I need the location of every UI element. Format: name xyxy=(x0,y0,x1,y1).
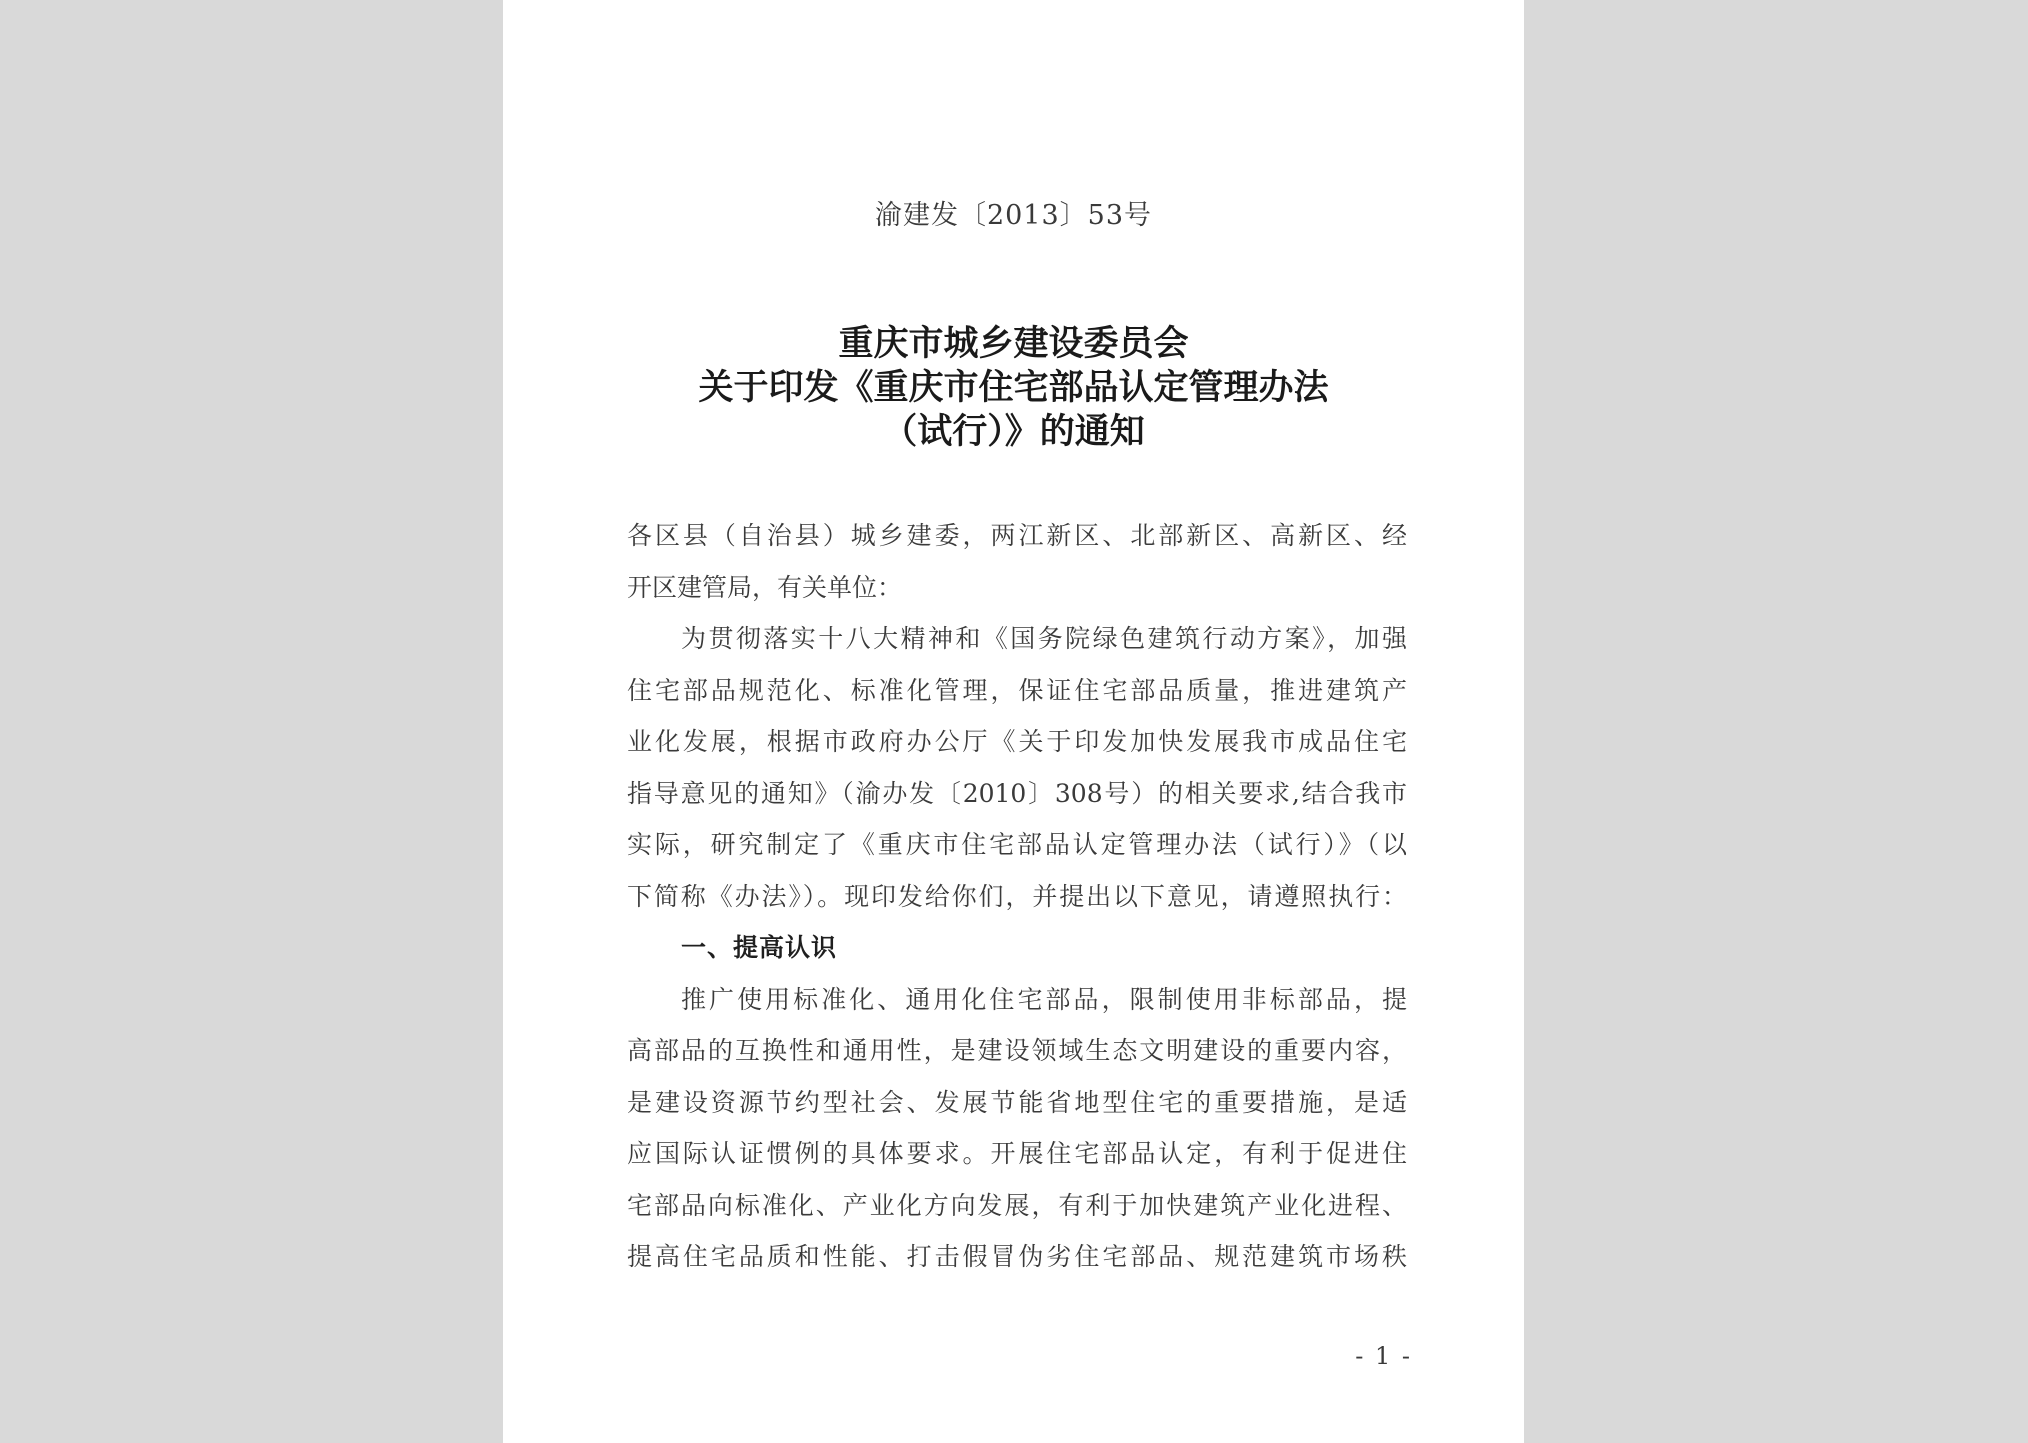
body-line: 宅部品向标准化、产业化方向发展，有利于加快建筑产业化进程、 xyxy=(627,1190,1407,1220)
section-heading: 一、提高认识 xyxy=(681,933,838,962)
title-line: （试行）》的通知 xyxy=(882,412,1145,452)
body-line-recipients-end: 开区建管局，有关单位： xyxy=(627,572,903,602)
document-body xyxy=(627,515,1407,1288)
body-line: 推广使用标准化、通用化住宅部品，限制使用非标部品，提 xyxy=(681,984,1407,1014)
body-line: 是建设资源节约型社会、发展节能省地型住宅的重要措施，是适 xyxy=(627,1087,1407,1117)
body-line: 业化发展，根据市政府办公厅《关于印发加快发展我市成品住宅 xyxy=(627,727,1407,756)
body-line: 下简称《办法》）。现印发给你们，并提出以下意见，请遵照执行： xyxy=(627,881,1407,911)
title-line: 关于印发《重庆市住宅部品认定管理办法 xyxy=(698,368,1329,408)
body-line: 实际，研究制定了《重庆市住宅部品认定管理办法（试行）》（以 xyxy=(627,830,1407,859)
body-line: 为贯彻落实十八大精神和《国务院绿色建筑行动方案》，加强 xyxy=(681,624,1407,653)
document-number: 渝建发〔2013〕53号 xyxy=(874,200,1153,231)
document-page xyxy=(503,0,1524,1443)
body-line: 应国际认证惯例的具体要求。开展住宅部品认定，有利于促进住 xyxy=(627,1139,1407,1168)
title-line: 重庆市城乡建设委员会 xyxy=(838,324,1189,364)
body-line: 指导意见的通知》（渝办发〔2010〕308号）的相关要求,结合我市 xyxy=(627,778,1407,808)
body-line: 提高住宅品质和性能、打击假冒伪劣住宅部品、规范建筑市场秩 xyxy=(627,1242,1407,1271)
page-number: - 1 - xyxy=(1355,1342,1412,1370)
document-title xyxy=(503,322,1524,454)
body-line: 高部品的互换性和通用性，是建设领域生态文明建设的重要内容， xyxy=(627,1036,1407,1065)
body-line-recipients: 各区县（自治县）城乡建委，两江新区、北部新区、高新区、经 xyxy=(627,521,1407,550)
body-line: 住宅部品规范化、标准化管理，保证住宅部品质量，推进建筑产 xyxy=(627,675,1407,705)
